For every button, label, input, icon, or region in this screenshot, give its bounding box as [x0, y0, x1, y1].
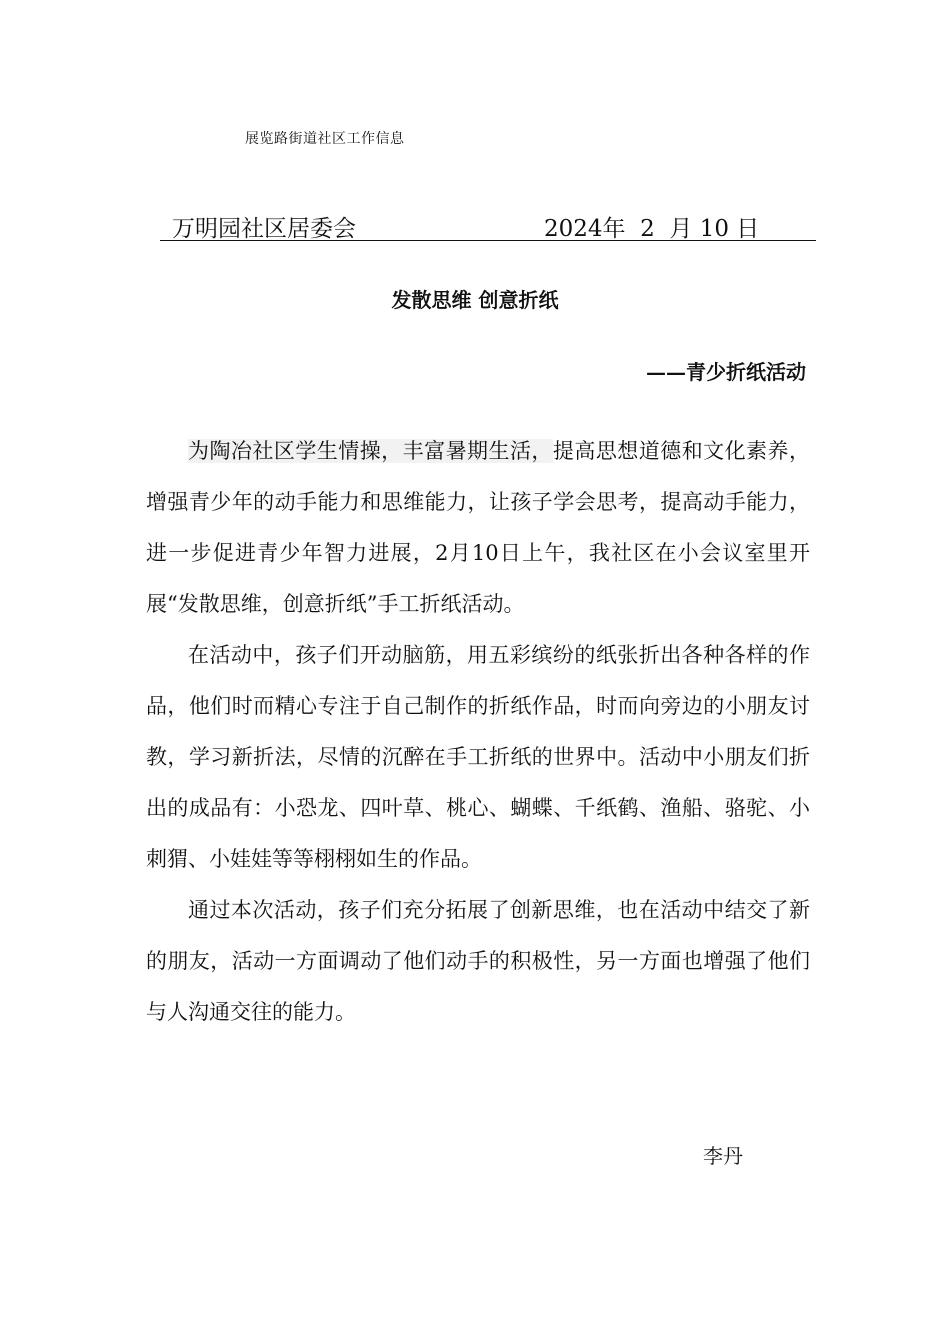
- paragraph-3: 通过本次活动，孩子们充分拓展了创新思维，也在活动中结交了新的朋友，活动一方面调动了他们动手的积极性，另一方面也增强了他们与人沟通交往的能力。: [146, 898, 810, 1024]
- article-subtitle: ——青少折纸活动: [646, 360, 806, 384]
- paragraph-2: 在活动中，孩子们开动脑筋，用五彩缤纷的纸张折出各种各样的作品，他们时而精心专注于自己制作的折纸作品，时而向旁边的小朋友讨教，学习新折法，尽情的沉醉在手工折纸的世界中。活动中小朋友们折出的成品有：小恐龙、四叶草、桃心、蝴蝶、千纸鹤、渔船、骆驼、小刺猬、小娃娃等等栩栩如生的作品。: [146, 643, 810, 871]
- article-body: [146, 426, 810, 1038]
- paragraph-1: [146, 426, 810, 630]
- header-organization: 展览路街道社区工作信息: [245, 131, 405, 147]
- paragraph-1-rest: 提高思想道德和文化素养，增强青少年的动手能力和思维能力，让孩子学会思考，提高动手能力，进一步促进青少年智力进展，2月10日上午，我社区在小会议室里开展“发散思维，创意折纸”手工折纸活动。: [146, 439, 811, 616]
- issuer-row: [160, 210, 816, 241]
- signature-author: 李丹: [703, 1144, 743, 1168]
- issuer-name: 万明园社区居委会: [172, 216, 356, 242]
- paragraph-1-highlight: 为陶冶社区学生情操，丰富暑期生活，: [188, 439, 553, 463]
- article-title: 发散思维 创意折纸: [391, 288, 559, 312]
- issue-date: 2024年 2 月 10 日: [544, 216, 760, 242]
